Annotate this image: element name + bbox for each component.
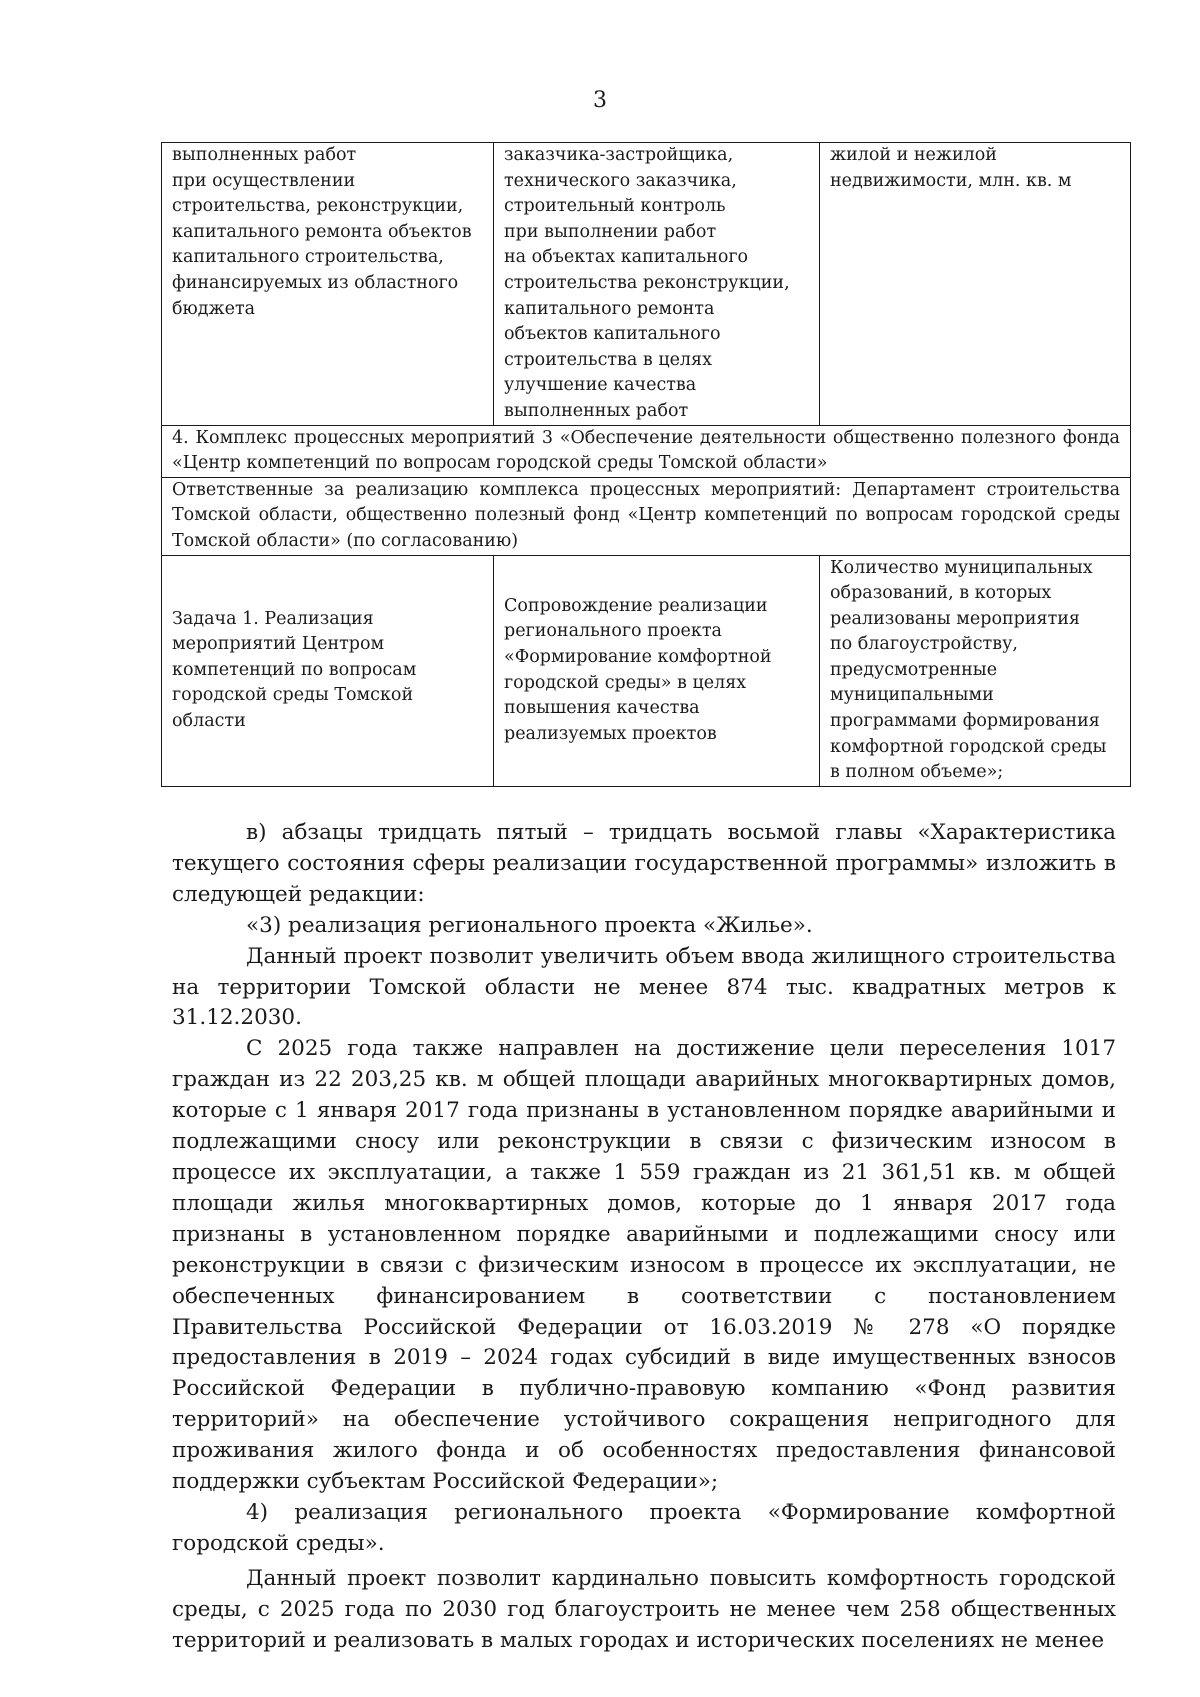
table-row: [162, 143, 1131, 426]
table-section-heading: 4. Комплекс процессных мероприятий 3 «Обеспечение деятельности общественно полезного фонда «Центр компетенций по вопросам городской среды Томской области»: [162, 425, 1131, 477]
paragraph: «3) реализация регионального проекта «Жилье».: [246, 912, 813, 938]
document-body: [172, 818, 1116, 1656]
table-cell-indicator: Количество муниципальных образований, в которых реализованы мероприятия по благоустройству, предусмотренные муниципальными программами формирования комфортной городской среды в полном объеме»;: [820, 555, 1131, 786]
paragraph: Данный проект позволит увеличить объем ввода жилищного строительства на территории Томской области не менее 874 тыс. квадратных метров к 31.12.2030.: [172, 943, 1116, 1031]
table-row: [162, 477, 1131, 555]
table-cell-tasks: заказчика-застройщика, технического заказчика, строительный контроль при выполнении работ на объектах капитального строительства реконструкции, капитального ремонта объектов капитального строительства в целях улучшение качества выполненных работ: [494, 143, 820, 426]
table-row: [162, 425, 1131, 477]
table-cell-task: Задача 1. Реализация мероприятий Центром компетенций по вопросам городской среды Томской области: [162, 555, 494, 786]
paragraph: С 2025 года также направлен на достижение цели переселения 1017 граждан из 22 203,25 кв. м общей площади аварийных многоквартирных домов, которые с 1 января 2017 года признаны в установленном порядке аварийными и подлежащими сносу или реконструкции в связи с физическим износом в процессе их эксплуатации, а также 1 559 граждан из 21 361,51 кв. м общей площади жилья многоквартирных домов, которые до 1 января 2017 года признаны в установленном порядке аварийными и подлежащими сносу или реконструкции в связи с физическим износом в процессе их эксплуатации, не обеспеченных финансированием в соответствии с постановлением Правительства Российской Федерации от 16.03.2019 № 278 «О порядке предоставления в 2019 – 2024 годах субсидий в виде имущественных взносов Российской Федерации в публично-правовую компанию «Фонд развития территорий» на обеспечение устойчивого сокращения непригодного для проживания жилого фонда и об особенностях предоставления финансовой поддержки субъектам Российской Федерации»;: [172, 1036, 1116, 1495]
table-responsible-row: Ответственные за реализацию комплекса процессных мероприятий: Департамент строительства Томской области, общественно полезный фонд «Центр компетенций по вопросам городской среды Томской области» (по согласованию): [162, 477, 1131, 555]
page-number: 3: [593, 88, 607, 113]
paragraph: в) абзацы тридцать пятый – тридцать восьмой главы «Характеристика текущего состояния сферы реализации государственной программы» изложить в следующей редакции:: [172, 820, 1116, 907]
program-table: [161, 142, 1131, 787]
table-row: [162, 555, 1131, 786]
table-cell-results: выполненных работ при осуществлении строительства, реконструкции, капитального ремонта объектов капитального строительства, финансируемых из областного бюджета: [162, 143, 494, 426]
paragraph: Данный проект позволит кардинально повысить комфортность городской среды, с 2025 года по 2030 год благоустроить не менее чем 258 общественных территорий и реализовать в малых городах и исторических поселениях не менее: [172, 1565, 1116, 1653]
table-cell-activity: Сопровождение реализации регионального проекта «Формирование комфортной городской среды» в целях повышения качества реализуемых проектов: [494, 555, 820, 786]
table-cell-indicator: жилой и нежилой недвижимости, млн. кв. м: [820, 143, 1131, 426]
paragraph: 4) реализация регионального проекта «Формирование комфортной городской среды».: [172, 1499, 1116, 1556]
